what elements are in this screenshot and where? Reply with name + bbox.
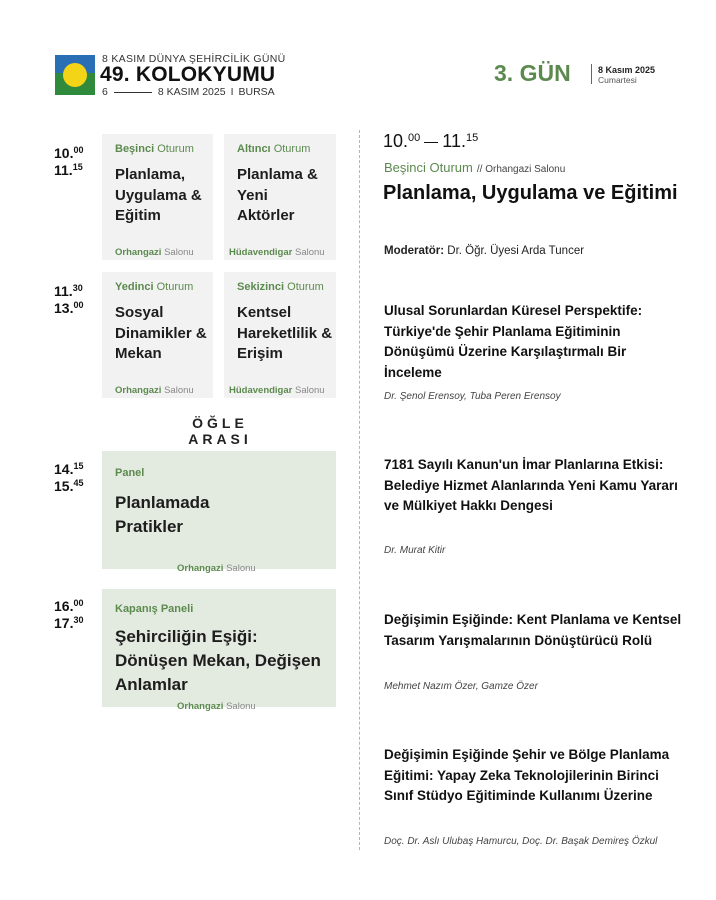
column-divider: [359, 130, 360, 850]
paper-title: 7181 Sayılı Kanun'un İmar Planlarına Etkisi: Belediye Hizmet Alanlarında Yeni Kamu Yararı ve Mülkiyet Hakkı Dengesi: [384, 457, 678, 513]
session-title: Planlama, Uygulama & Eğitim: [115, 166, 202, 224]
day-label: 3. GÜN: [494, 60, 571, 86]
session-label: Beşinci Oturum: [115, 143, 194, 155]
session-card[interactable]: [224, 272, 336, 398]
event-subtitle: 8 KASIM DÜNYA ŞEHİRCİLİK GÜNÜ: [102, 53, 286, 65]
day-date: 8 Kasım 2025: [598, 65, 656, 75]
panel-room: Orhangazi Salonu: [177, 563, 256, 574]
detail-session: Beşinci Oturum // Orhangazi Salonu: [384, 160, 566, 175]
paper-authors: Dr. Şenol Erensoy, Tuba Peren Erensoy: [384, 391, 561, 402]
paper-title: Değişimin Eşiğinde Şehir ve Bölge Planlama Eğitimi: Yapay Zeka Teknolojilerinin Birinci Sınıf Stüdyo Eğitiminde Kullanımı Üzerine: [384, 747, 670, 803]
date-end: 8 KASIM 2025: [157, 86, 226, 98]
panel-title: Şehirciliğin Eşiği: Dönüşen Mekan, Değişen Anlamlar: [115, 627, 321, 694]
session-room: Hüdavendigar Salonu: [229, 247, 325, 258]
paper-authors: Doç. Dr. Aslı Ulubaş Hamurcu, Doç. Dr. Başak Demireş Özkul: [384, 836, 658, 847]
panel-room: Orhangazi Salonu: [177, 701, 256, 712]
slot-time: 16.00 17.30: [54, 598, 84, 631]
session-label: Altıncı Oturum: [237, 143, 311, 155]
session-room: Orhangazi Salonu: [115, 385, 194, 396]
paper-authors: Mehmet Nazım Özer, Gamze Özer: [384, 681, 538, 692]
detail-title: Planlama, Uygulama ve Eğitimi: [383, 182, 678, 204]
detail-time: 10.00 11.15: [383, 131, 479, 151]
session-card[interactable]: [102, 272, 213, 398]
day-divider: [591, 64, 592, 84]
date-separator: I: [230, 86, 234, 98]
lunch-break-label: ÖĞLE ARASI: [188, 415, 252, 447]
session-card[interactable]: [224, 134, 336, 260]
sun-logo-icon: [55, 55, 95, 95]
session-room: Hüdavendigar Salonu: [229, 385, 325, 396]
date-start: 6: [102, 86, 108, 98]
paper-authors: Dr. Murat Kitir: [384, 545, 446, 556]
session-card[interactable]: [102, 134, 213, 260]
slot-time: 14.15 15.45: [54, 461, 84, 494]
closing-panel-card[interactable]: [102, 589, 336, 712]
session-room: Orhangazi Salonu: [115, 247, 194, 258]
panel-label: Kapanış Paneli: [115, 603, 194, 615]
session-title: Sosyal Dinamikler & Mekan: [115, 304, 207, 362]
slot-time: 10.00 11.15: [54, 145, 84, 178]
session-title: Kentsel Hareketlilik & Erişim: [237, 304, 333, 362]
event-dates: [102, 86, 275, 98]
panel-title: Planlamada Pratikler: [115, 493, 210, 536]
event-title: 49. KOLOKYUMU: [100, 63, 276, 86]
session-label: Sekizinci Oturum: [237, 281, 324, 293]
event-city: BURSA: [238, 86, 275, 98]
moderator-line: Moderatör: Dr. Öğr. Üyesi Arda Tuncer: [384, 245, 585, 257]
paper-title: Ulusal Sorunlardan Küresel Perspektife: Türkiye'de Şehir Planlama Eğitiminin Dönüşümü Üzerine Karşılaştırmalı Bir İnceleme: [384, 303, 643, 380]
session-label: Yedinci Oturum: [115, 281, 194, 293]
day-weekday: Cumartesi: [598, 75, 637, 85]
slot-time: 11.30 13.00: [54, 283, 84, 316]
panel-card[interactable]: [102, 451, 336, 574]
panel-label: Panel: [115, 467, 145, 479]
date-range-line: [114, 92, 152, 93]
paper-title: Değişimin Eşiğinde: Kent Planlama ve Kentsel Tasarım Yarışmalarının Dönüştürücü Rolü: [384, 612, 682, 648]
session-title: Planlama & Yeni Aktörler: [237, 166, 318, 224]
